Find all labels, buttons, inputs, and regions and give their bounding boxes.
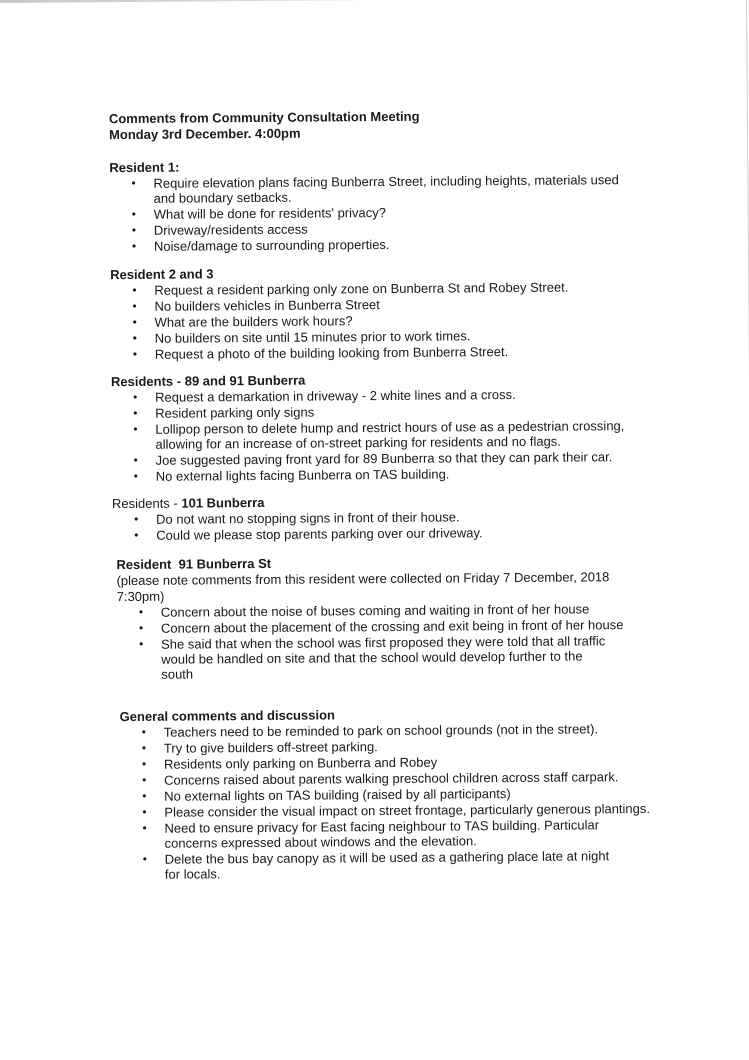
list-item: • Request a photo of the building looking from Bunberra Street. — [111, 343, 671, 362]
bullet-list — [120, 721, 661, 882]
list-item: • No builders on site until 15 minutes prior to work times. — [111, 327, 671, 346]
list-item: • Residents only parking on Bunberra and Robey — [120, 753, 660, 772]
list-item: • What will be done for residents' privacy? — [110, 203, 670, 222]
section-heading: General comments and discussion — [119, 707, 335, 725]
section-resident-1 — [109, 156, 670, 255]
list-item: • Need to ensure privacy for East facing neighbour to TAS building. Particular concerns expressed about windows and the elevation. — [120, 817, 660, 851]
scan-edge-top — [0, 0, 749, 3]
list-item: • Noise/damage to surrounding properties. — [110, 235, 670, 254]
section-heading: Resident 2 and 3 — [110, 266, 214, 283]
list-item: • Delete the bus bay canopy as it will be used as a gathering place late at night for locals. — [121, 848, 661, 882]
list-item: • Lollipop person to delete hump and restrict hours of use as a pedestrian crossing, allowing for an increase of on-street parking for residents and no flags. — [111, 418, 671, 452]
section-general-comments — [120, 705, 661, 883]
list-item: • No external lights on TAS building (raised by all participants) — [120, 785, 660, 804]
document-title — [109, 107, 669, 143]
list-item: • Do not want no stopping signs in front of their house. — [112, 508, 672, 527]
list-item: • Resident parking only signs — [111, 402, 671, 421]
heading-prefix: Residents - — [111, 495, 182, 512]
list-item: • She said that when the school was first proposed they were told that all traffic would be handled on site and that the school would develop further to the south — [117, 633, 637, 682]
list-item: • Teachers need to be reminded to park on school grounds (not in the street). — [120, 721, 660, 740]
list-item: • Concern about the placement of the crossing and exit being in front of her house — [117, 617, 637, 636]
list-item: • No external lights facing Bunberra on TAS building. — [112, 465, 672, 484]
section-resident-2-3 — [110, 263, 671, 363]
list-item: • Concern about the noise of buses coming and waiting in front of her house — [117, 601, 637, 620]
section-resident-91 — [116, 553, 637, 683]
list-item: • Driveway/residents access — [110, 219, 670, 238]
bullet-list — [111, 386, 672, 484]
section-residents-89-91 — [111, 370, 672, 485]
bullet-list — [112, 508, 672, 543]
list-item: • Try to give builders off-street parking. — [120, 737, 660, 756]
section-note: (please note comments from this resident were collected on Friday 7 December, 2018 7:30pm) — [116, 569, 610, 605]
section-heading: Residents - 89 and 91 Bunberra — [110, 372, 306, 390]
section-heading: Resident 1: — [109, 159, 180, 176]
list-item: • Request a demarkation in driveway - 2 white lines and a cross. — [111, 386, 671, 405]
list-item: • Request a resident parking only zone on Bunberra St and Robey Street. — [110, 279, 670, 298]
section-residents-101 — [112, 492, 672, 544]
list-item: • Could we please stop parents parking over our driveway. — [112, 524, 672, 543]
section-heading: Resident 91 Bunberra St — [116, 555, 272, 573]
list-item: • Concerns raised about parents walking preschool children across staff carpark. — [120, 769, 660, 788]
list-item: • Please consider the visual impact on street frontage, particularly generous plantings. — [120, 801, 660, 820]
heading-bold: 101 Bunberra — [181, 494, 265, 511]
list-item: • What are the builders work hours? — [110, 311, 670, 330]
list-item: • Joe suggested paving front yard for 89 Bunberra so that they can park their car. — [112, 449, 672, 468]
list-item: • No builders vehicles in Bunberra Street — [110, 295, 670, 314]
title-line-1: Comments from Community Consultation Meeting — [108, 108, 420, 127]
bullet-list — [110, 279, 671, 362]
title-line-2: Monday 3rd December. 4:00pm — [109, 125, 301, 143]
bullet-list — [117, 601, 638, 682]
bullet-list — [109, 172, 670, 254]
list-item: • Require elevation plans facing Bunberra Street, including heights, materials used and boundary setbacks. — [109, 172, 669, 206]
